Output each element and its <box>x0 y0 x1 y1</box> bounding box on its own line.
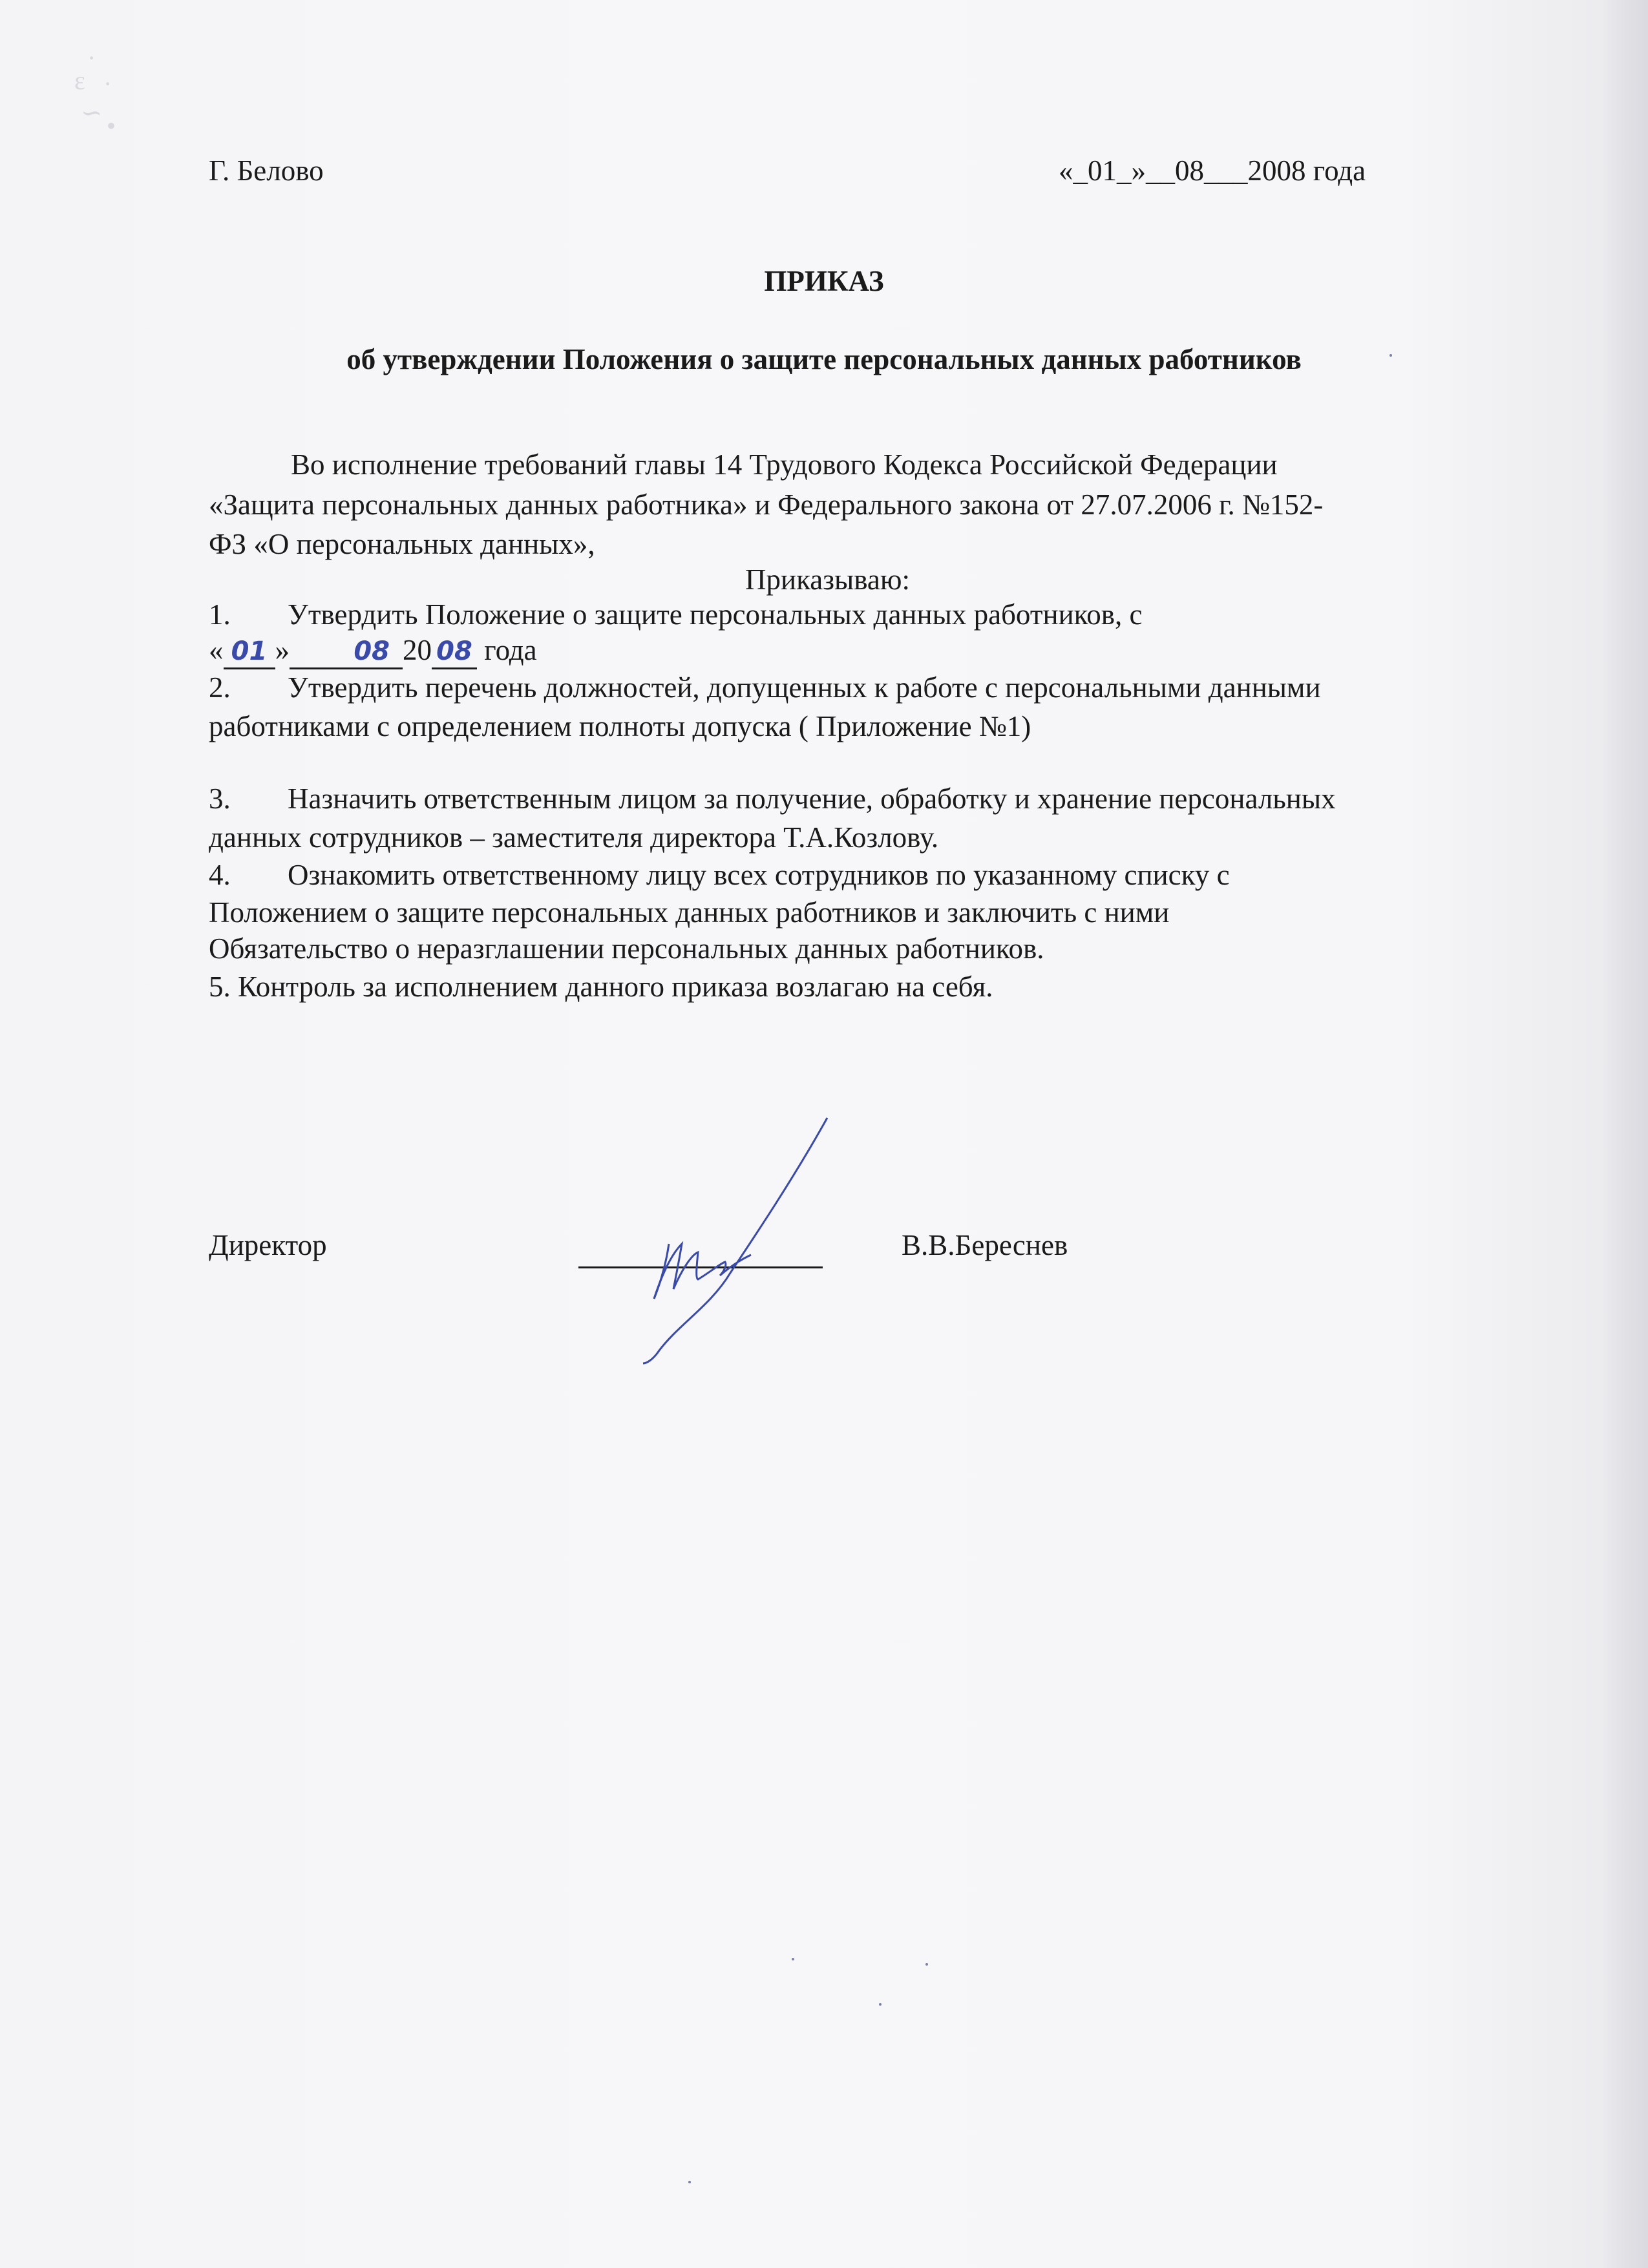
handwritten-signature <box>582 1105 853 1376</box>
item-3-number: 3. <box>209 782 231 815</box>
item-1 <box>209 594 1142 635</box>
item-4 <box>209 855 1230 895</box>
order-word: Приказываю: <box>745 563 910 596</box>
item-2-text: Утвердить перечень должностей, допущенных к работе с персональными данными <box>288 671 1321 704</box>
scan-speck <box>879 2003 882 2006</box>
item-3-line-2: данных сотрудников – заместителя директора Т.А.Козлову. <box>209 821 939 854</box>
preamble-line-3: ФЗ «О персональных данных», <box>209 528 595 560</box>
embossed-mark: · ε · ∽ • <box>74 43 116 140</box>
item-1-date-line <box>209 630 537 670</box>
signatory-name: В.В.Береснев <box>902 1229 1068 1261</box>
year-prefix: 20 <box>403 634 432 666</box>
handwritten-day: 01 <box>231 636 268 666</box>
document-date: «_01_»__08___2008 года <box>1059 154 1366 187</box>
item-3-text: Назначить ответственным лицом за получение, обработку и хранение персональных <box>288 782 1336 815</box>
item-2-number: 2. <box>209 671 231 704</box>
item-1-text: Утвердить Положение о защите персональных данных работников, с <box>288 598 1143 631</box>
scan-speck <box>1389 354 1392 357</box>
item-4-number: 4. <box>209 859 231 891</box>
item-3 <box>209 779 1336 819</box>
handwritten-year: 08 <box>436 636 472 666</box>
item-1-number: 1. <box>209 598 231 631</box>
document-title: ПРИКАЗ <box>764 265 884 297</box>
scan-speck <box>688 2181 691 2183</box>
item-2-line-2: работниками с определением полноты допуска ( Приложение №1) <box>209 710 1031 742</box>
scan-speck <box>792 1958 794 1960</box>
preamble-line-2: «Защита персональных данных работника» и Федерального закона от 27.07.2006 г. №152- <box>209 488 1324 521</box>
item-2 <box>209 667 1321 708</box>
date-close-quote: » <box>275 634 290 666</box>
date-year-word: года <box>477 634 537 666</box>
city-label: Г. Белово <box>209 154 324 187</box>
preamble-line-1: Во исполнение требований главы 14 Трудового Кодекса Российской Федерации <box>291 448 1278 481</box>
document-subtitle: об утверждении Положения о защите персональных данных работников <box>346 343 1302 375</box>
item-4-text: Ознакомить ответственному лицу всех сотрудников по указанному списку с <box>288 859 1230 891</box>
item-4-line-2: Положением о защите персональных данных работников и заключить с ними <box>209 896 1170 929</box>
item-4-line-3: Обязательство о неразглашении персональных данных работников. <box>209 932 1044 965</box>
scan-speck <box>925 1963 928 1966</box>
date-open-quote: « <box>209 634 224 666</box>
handwritten-month: 08 <box>354 636 390 666</box>
item-5: 5. Контроль за исполнением данного приказа возлагаю на себя. <box>209 971 993 1003</box>
signatory-position: Директор <box>209 1229 327 1261</box>
